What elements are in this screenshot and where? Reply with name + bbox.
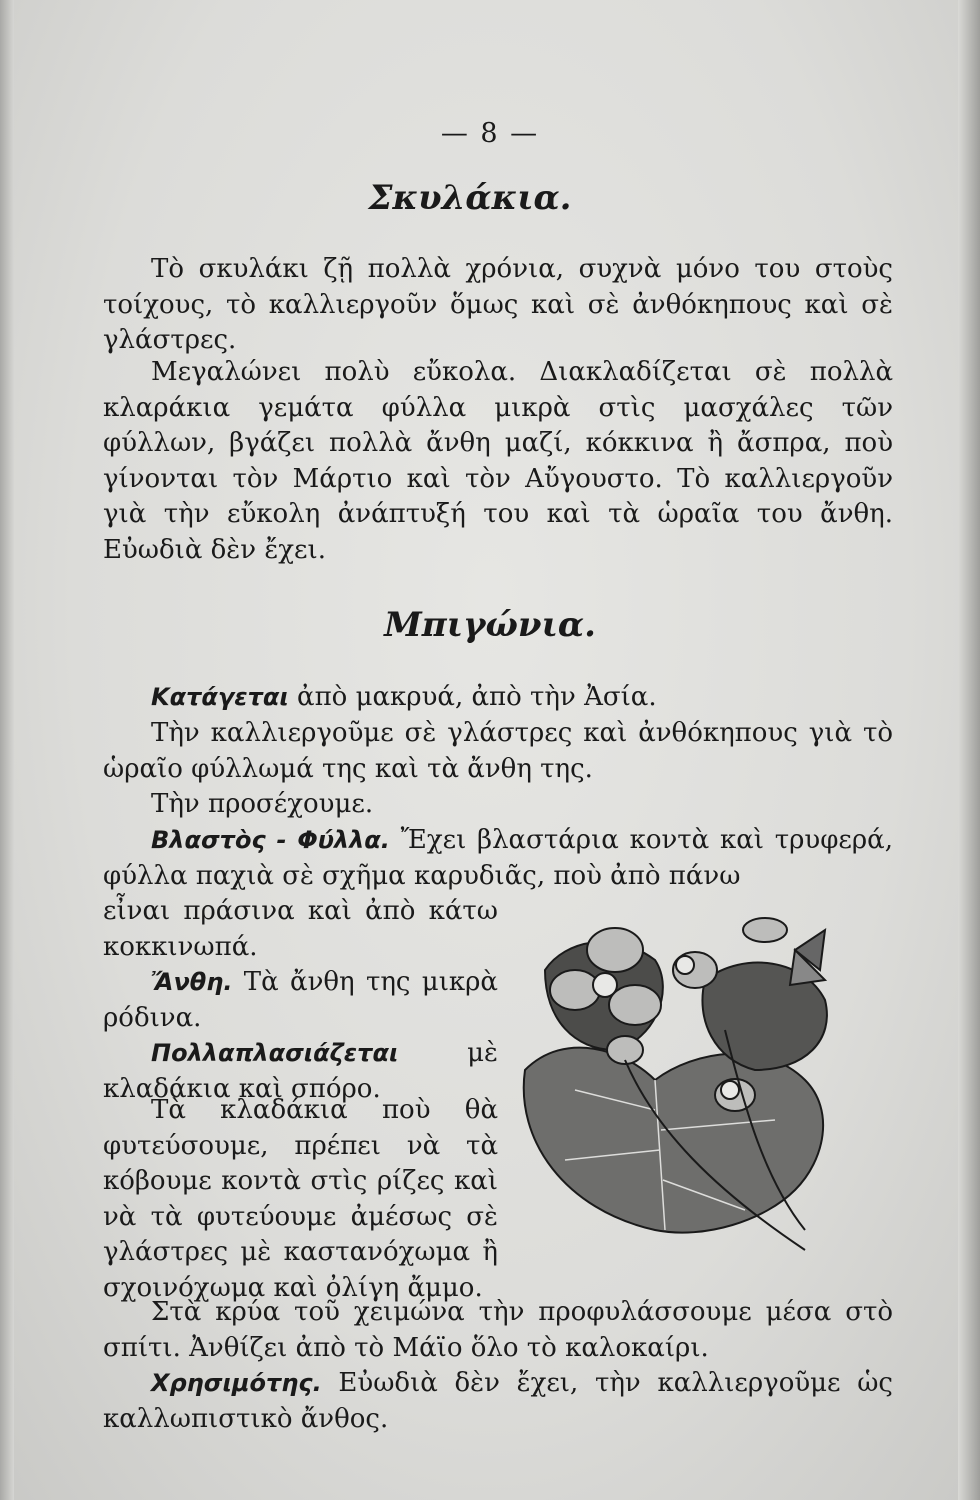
flower-text: Τὰ ἄνθη της μικρὰ ρόδινα. <box>103 967 498 1033</box>
paragraph-text: Μεγαλώνει πολὺ εὔκολα. Διακλαδίζεται σὲ πολλὰ κλαράκια γεμάτα φύλλα μικρὰ στὶς μασχάλες τῶν φύλλων, βγάζει πολλὰ ἄνθη μαζί, κόκκινα ἢ ἄσπρα, ποὺ γίνονται τὸν Μάρτιο καὶ τὸν Αὔγουστο. Τὸ καλλιεργοῦν γιὰ τὴν εὔκολη ἀνάπτυξή του καὶ τὰ ὡραῖα του ἄνθη. Εὐωδιὰ δὲν ἔχει. <box>103 357 893 565</box>
paragraph-text: Τὴν προσέχουμε. <box>151 789 374 819</box>
paragraph-winter <box>103 1295 893 1366</box>
use-label: Χρησιμότης. <box>151 1369 322 1397</box>
paragraph-origin <box>103 680 893 716</box>
multiply-label: Πολλαπλασιάζεται <box>151 1039 399 1067</box>
paragraph-text: Στὰ κρύα τοῦ χειμώνα τὴν προφυλάσσουμε μέσα στὸ σπίτι. Ἀνθίζει ἀπὸ τὸ Μάϊο ὅλο τὸ καλοκαίρι. <box>103 1297 893 1363</box>
page-number: — 8 — <box>440 118 540 149</box>
stem-label: Βλαστὸς - Φύλλα. <box>151 826 390 854</box>
flower-label: Ἄνθη. <box>151 968 233 996</box>
paragraph <box>103 355 893 568</box>
paragraph-use <box>103 1366 893 1437</box>
paragraph-stem-cont <box>103 894 498 965</box>
page-left-edge <box>0 0 14 1500</box>
paragraph-text: Τὰ κλαδάκια ποὺ θὰ φυτεύσουμε, πρέπει νὰ τὰ κόβουμε κοντὰ στὶς ρίζες καὶ νὰ τὰ φυτεύουμε ἀμέσως σὲ γλάστρες μὲ καστανόχωμα ἢ σχοινόχωμα καὶ ὀλίγη ἄμμο. <box>103 1095 498 1303</box>
origin-text: ἀπὸ μακρυά, ἀπὸ τὴν Ἀσία. <box>288 682 657 712</box>
multiply-text: μὲ κλαδάκια καὶ σπόρο. <box>103 1038 498 1104</box>
paragraph-flowers <box>103 965 498 1036</box>
paragraph-text: Τὴν καλλιεργοῦμε σὲ γλάστρες καὶ ἀνθόκηπους γιὰ τὸ ὡραῖο φύλλωμά της καὶ τὰ ἄνθη της. <box>103 718 893 784</box>
page-right-edge <box>958 0 980 1500</box>
paragraph-cultivate <box>103 716 893 787</box>
paragraph-stem <box>103 823 893 894</box>
use-text: Εὐωδιὰ δὲν ἔχει, τὴν καλλιεργοῦμε ὡς καλλωπιστικὸ ἄνθος. <box>103 1368 893 1434</box>
section-title-skylakia: Σκυλάκια. <box>368 178 572 218</box>
paragraph-care <box>103 787 893 823</box>
paragraph-text: εἶναι πράσινα καὶ ἀπὸ κάτω κοκκινωπά. <box>103 896 498 962</box>
paragraph <box>103 252 893 359</box>
paragraph-text: Τὸ σκυλάκι ζῇ πολλὰ χρόνια, συχνὰ μόνο του στοὺς τοίχους, τὸ καλλιεργοῦν ὅμως καὶ σὲ ἀνθόκηπους καὶ σὲ γλάστρες. <box>103 254 893 355</box>
stem-text: Ἔχει βλαστάρια κοντὰ καὶ τρυφερά, φύλλα παχιὰ σὲ σχῆμα καρυδιᾶς, ποὺ ἀπὸ πάνω <box>103 825 893 891</box>
origin-label: Κατάγεται <box>151 683 289 711</box>
section-title-begonia: Μπιγώνια. <box>384 605 596 645</box>
begonia-illustration <box>505 910 890 1270</box>
paragraph-planting <box>103 1093 498 1306</box>
